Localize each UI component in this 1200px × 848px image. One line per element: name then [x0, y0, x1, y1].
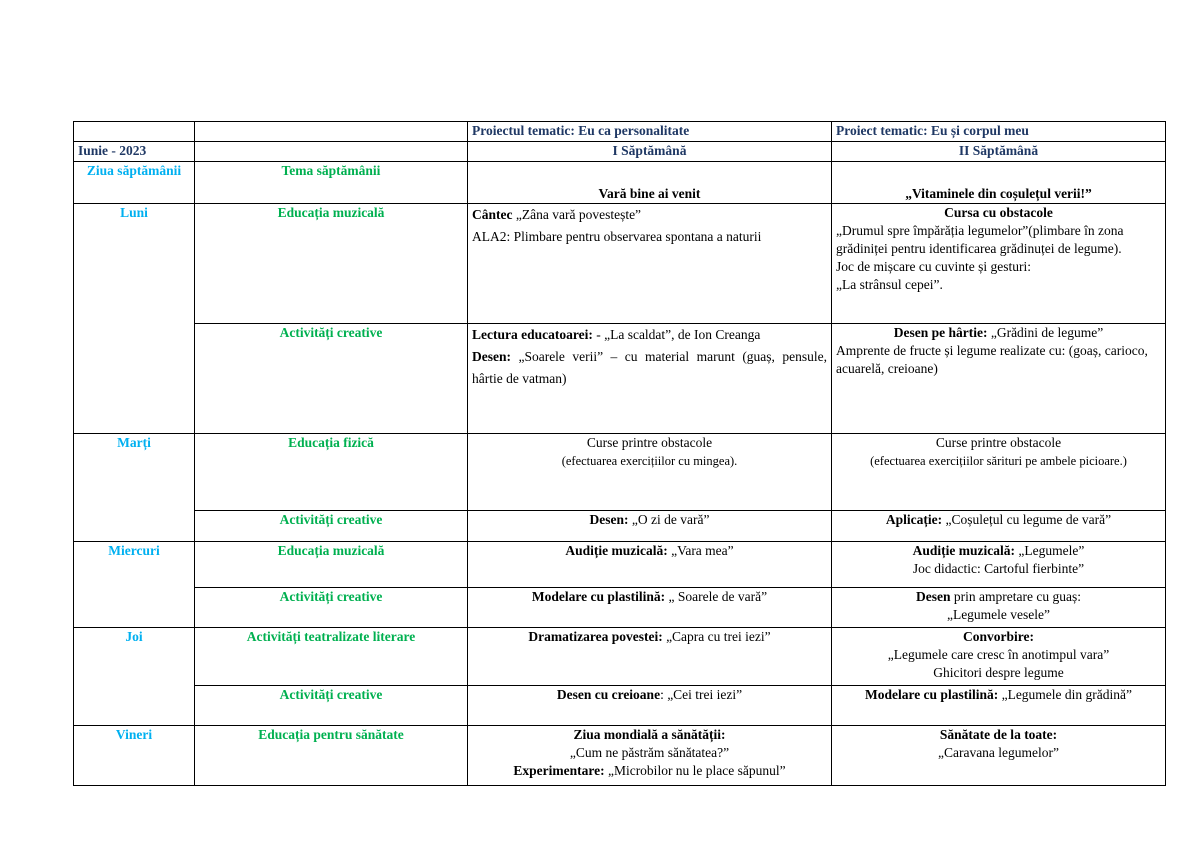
activity-cell: Activități creative [195, 686, 468, 726]
text: „Legumele” [1015, 543, 1085, 558]
bold-text: Modelare cu plastilină: [531, 589, 666, 604]
activity-cell: Educația muzicală [195, 542, 468, 588]
text: „Soarele verii” – cu material marunt (guaș, pensule, hârtie de vatman) [472, 349, 827, 386]
table-row [74, 588, 1166, 628]
text: „Grădini de legume” [987, 325, 1104, 340]
day-cell: Joi [74, 628, 195, 726]
table-row [74, 628, 1166, 686]
bold-text: Modelare cu plastilină: [864, 687, 999, 702]
week1-cell [468, 628, 832, 686]
week2-cell [832, 511, 1166, 542]
text: „O zi de vară” [628, 512, 710, 527]
text: Joc de mișcare cu cuvinte și gesturi: [836, 259, 1031, 274]
text: Amprente de fructe și legume realizate cu: (goaș, carioco, acuarelă, creioane) [836, 343, 1148, 376]
week1-cell [468, 726, 832, 786]
bold-text: Cântec [472, 207, 513, 222]
bold-text: Ziua mondială a sănătății: [573, 727, 726, 742]
text: „Coșulețul cu legume de vară” [942, 512, 1112, 527]
activity-cell: Activități creative [195, 588, 468, 628]
text: „Caravana legumelor” [937, 745, 1060, 760]
empty-cell [195, 122, 468, 142]
activity-cell: Activități creative [195, 511, 468, 542]
table-row [74, 511, 1166, 542]
day-cell: Miercuri [74, 542, 195, 628]
week2-cell [832, 628, 1166, 686]
text: „Drumul spre împărăția legumelor”(plimbare în zona grădiniței pentru identificarea grădinuței de legume). [836, 223, 1124, 256]
week1-cell [468, 588, 832, 628]
week2-cell [832, 726, 1166, 786]
text: „Legumele vesele” [946, 607, 1051, 622]
table-row [74, 324, 1166, 434]
project2-title: Proiect tematic: Eu și corpul meu [832, 122, 1166, 142]
activity-cell: Activități teatralizate literare [195, 628, 468, 686]
activity-cell: Educația pentru sănătate [195, 726, 468, 786]
text: - „La scaldat”, de Ion Creanga [592, 327, 761, 342]
text: „Vara mea” [667, 543, 734, 558]
text: „Microbilor nu le place săpunul” [604, 763, 786, 778]
bold-text: Lectura educatoarei: [472, 327, 593, 342]
text: Ghicitori despre legume [933, 665, 1064, 680]
day-cell: Marți [74, 434, 195, 542]
text: „La strânsul cepei”. [836, 277, 943, 292]
theme-label: Tema săptămânii [195, 162, 468, 204]
bold-text: Audiție muzicală: [565, 543, 668, 558]
theme-row [74, 162, 1166, 204]
week1-cell [468, 324, 832, 434]
table-row [74, 434, 1166, 511]
week2-cell [832, 324, 1166, 434]
table-row [74, 726, 1166, 786]
week2-cell [832, 204, 1166, 324]
activity-cell: Educația fizică [195, 434, 468, 511]
bold-text: Desen: [472, 349, 511, 364]
empty-cell [74, 122, 195, 142]
week1-label: I Săptămână [468, 142, 832, 162]
week1-cell [468, 204, 832, 324]
week2-cell [832, 542, 1166, 588]
week2-label: II Săptămână [832, 142, 1166, 162]
week1-cell [468, 542, 832, 588]
text: „Legumele care cresc în anotimpul vara” [887, 647, 1110, 662]
empty-cell [195, 142, 468, 162]
project1-title: Proiectul tematic: Eu ca personalitate [468, 122, 832, 142]
text: (efectuarea exercițiilor sărituri pe ambele picioare.) [870, 454, 1127, 468]
week2-cell [832, 434, 1166, 511]
theme2: „Vitaminele din coșulețul verii!” [832, 162, 1166, 204]
text: Joc didactic: Cartoful fierbinte” [912, 561, 1085, 576]
text: „Zâna vară povestește” [512, 207, 642, 222]
project-header-row [74, 122, 1166, 142]
week1-cell [468, 434, 832, 511]
bold-text: Aplicație: [885, 512, 943, 527]
bold-text: Experimentare: [513, 763, 605, 778]
bold-text: Desen: [589, 512, 629, 527]
month-label: Iunie - 2023 [74, 142, 195, 162]
table-row [74, 542, 1166, 588]
bold-text: Sănătate de la toate: [939, 727, 1058, 742]
week1-cell [468, 511, 832, 542]
day-cell: Luni [74, 204, 195, 434]
week2-cell [832, 588, 1166, 628]
activity-cell: Educația muzicală [195, 204, 468, 324]
text: „ Soarele de vară” [665, 589, 768, 604]
bold-text: Cursa cu obstacole [944, 205, 1053, 220]
bold-text: Desen cu creioane [556, 687, 661, 702]
text: „Capra cu trei iezi” [662, 629, 771, 644]
text: Curse printre obstacole [935, 435, 1062, 450]
theme1: Vară bine ai venit [468, 162, 832, 204]
activity-cell: Activități creative [195, 324, 468, 434]
text: Curse printre obstacole [586, 435, 713, 450]
week2-cell [832, 686, 1166, 726]
day-cell: Vineri [74, 726, 195, 786]
text: „Cum ne păstrăm sănătatea?” [569, 745, 730, 760]
text: ALA2: Plimbare pentru observarea spontana a naturii [472, 229, 762, 244]
week-header-row [74, 142, 1166, 162]
text: (efectuarea exercițiilor cu mingea). [561, 454, 738, 468]
table-row [74, 686, 1166, 726]
weekly-plan-table [73, 121, 1166, 786]
text: prin ampretare cu guaș: [950, 589, 1081, 604]
bold-text: Desen pe hârtie: [893, 325, 988, 340]
bold-text: Dramatizarea povestei: [528, 629, 663, 644]
bold-text: Desen [916, 589, 951, 604]
week1-cell [468, 686, 832, 726]
bold-text: Audiție muzicală: [912, 543, 1016, 558]
text: : „Cei trei iezi” [660, 687, 743, 702]
bold-text: Convorbire: [963, 629, 1034, 644]
table-row [74, 204, 1166, 324]
text: „Legumele din grădină” [998, 687, 1133, 702]
day-label: Ziua săptămânii [74, 162, 195, 204]
